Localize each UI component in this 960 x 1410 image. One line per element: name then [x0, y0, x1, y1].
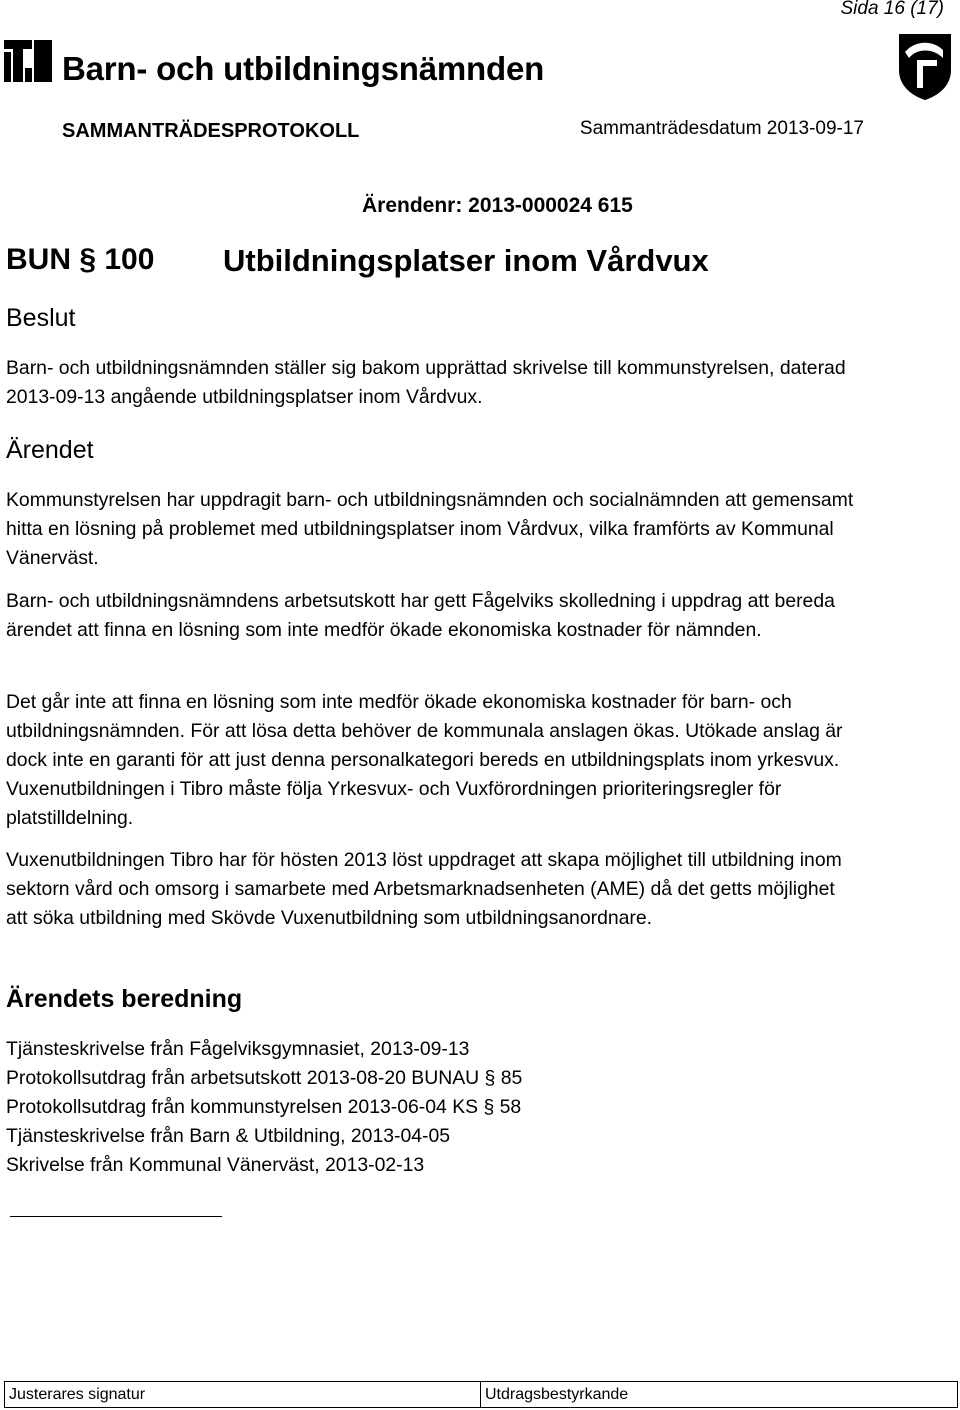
arendet-paragraph: Vuxenutbildningen Tibro har för hösten 2013 löst uppdraget att skapa möjlighet till utbildning inom sektorn vård och omsorg i samarbete med Arbetsmarknadsenheten (AME) då det getts möjlighet att söka utbildning med Skövde Vuxenutbildning som utbildningsanordnare. — [6, 849, 842, 929]
arendet-paragraph: Det går inte att finna en lösning som inte medför ökade ekonomiska kostnader för barn- och utbildningsnämnden. För att lösa detta behöver de kommunala anslagen ökas. Utökade anslag är dock inte en garanti för att just denna personalkategori bereds en utbildningsplats inom yrkesvux. Vuxenutbildningen i Tibro måste följa Yrkesvux- och Vuxförordningen prioriteringsregler för platstilldelning. — [6, 691, 843, 829]
arendet-heading: Ärendet — [6, 436, 94, 464]
utdragsbestyrkande-label: Utdragsbestyrkande — [485, 1386, 629, 1403]
list-item: Tjänsteskrivelse från Barn & Utbildning, 2013-04-05 — [6, 1125, 451, 1147]
page-number: Sida 16 (17) — [840, 0, 944, 19]
section-id: BUN § 100 — [6, 243, 155, 276]
arendet-paragraph: Kommunstyrelsen har uppdragit barn- och utbildningsnämnden och socialnämnden att gemensamt hitta en lösning på problemet med utbildningsplatser inom Vårdvux, vilka framförts av Kommunal Vänerväst. — [6, 489, 854, 569]
footer-signature-box — [4, 1381, 958, 1408]
list-item: Skrivelse från Kommunal Vänerväst, 2013-02-13 — [6, 1154, 425, 1176]
meeting-date: Sammanträdesdatum 2013-09-17 — [579, 118, 864, 139]
arendet-paragraph-3-block — [6, 688, 856, 833]
signature-line — [10, 1216, 222, 1217]
municipal-crest-icon — [897, 32, 953, 102]
document-type: SAMMANTRÄDESPROTOKOLL — [62, 120, 360, 142]
committee-title: Barn- och utbildningsnämnden — [62, 50, 545, 87]
tibro-logo-icon — [4, 40, 52, 82]
section-title: Utbildningsplatser inom Vårdvux — [223, 243, 709, 278]
arendet-paragraph: Barn- och utbildningsnämndens arbetsutskott har gett Fågelviks skolledning i uppdrag att bereda ärendet att finna en lösning som inte medför ökade ekonomiska kostnader för nämnden. — [6, 590, 835, 641]
list-item: Protokollsutdrag från arbetsutskott 2013-08-20 BUNAU § 85 — [6, 1067, 523, 1089]
arendet-paragraph-4-block — [6, 846, 856, 933]
case-number: Ärendenr: 2013-000024 615 — [362, 194, 633, 217]
beslut-text: Barn- och utbildningsnämnden ställer sig bakom upprättad skrivelse till kommunstyrelsen, daterad 2013-09-13 angående utbildningsplatser inom Vårdvux. — [6, 357, 846, 408]
list-item: Tjänsteskrivelse från Fågelviksgymnasiet, 2013-09-13 — [6, 1038, 470, 1060]
arendet-paragraph-2-block — [6, 587, 856, 645]
beredning-heading: Ärendets beredning — [6, 985, 243, 1013]
arendet-paragraph-1-block — [6, 486, 856, 573]
beslut-section — [6, 354, 856, 412]
beslut-heading: Beslut — [6, 304, 76, 332]
beredning-list — [6, 1035, 522, 1180]
justerares-signatur-label: Justerares signatur — [5, 1382, 481, 1407]
list-item: Protokollsutdrag från kommunstyrelsen 2013-06-04 KS § 58 — [6, 1096, 522, 1118]
